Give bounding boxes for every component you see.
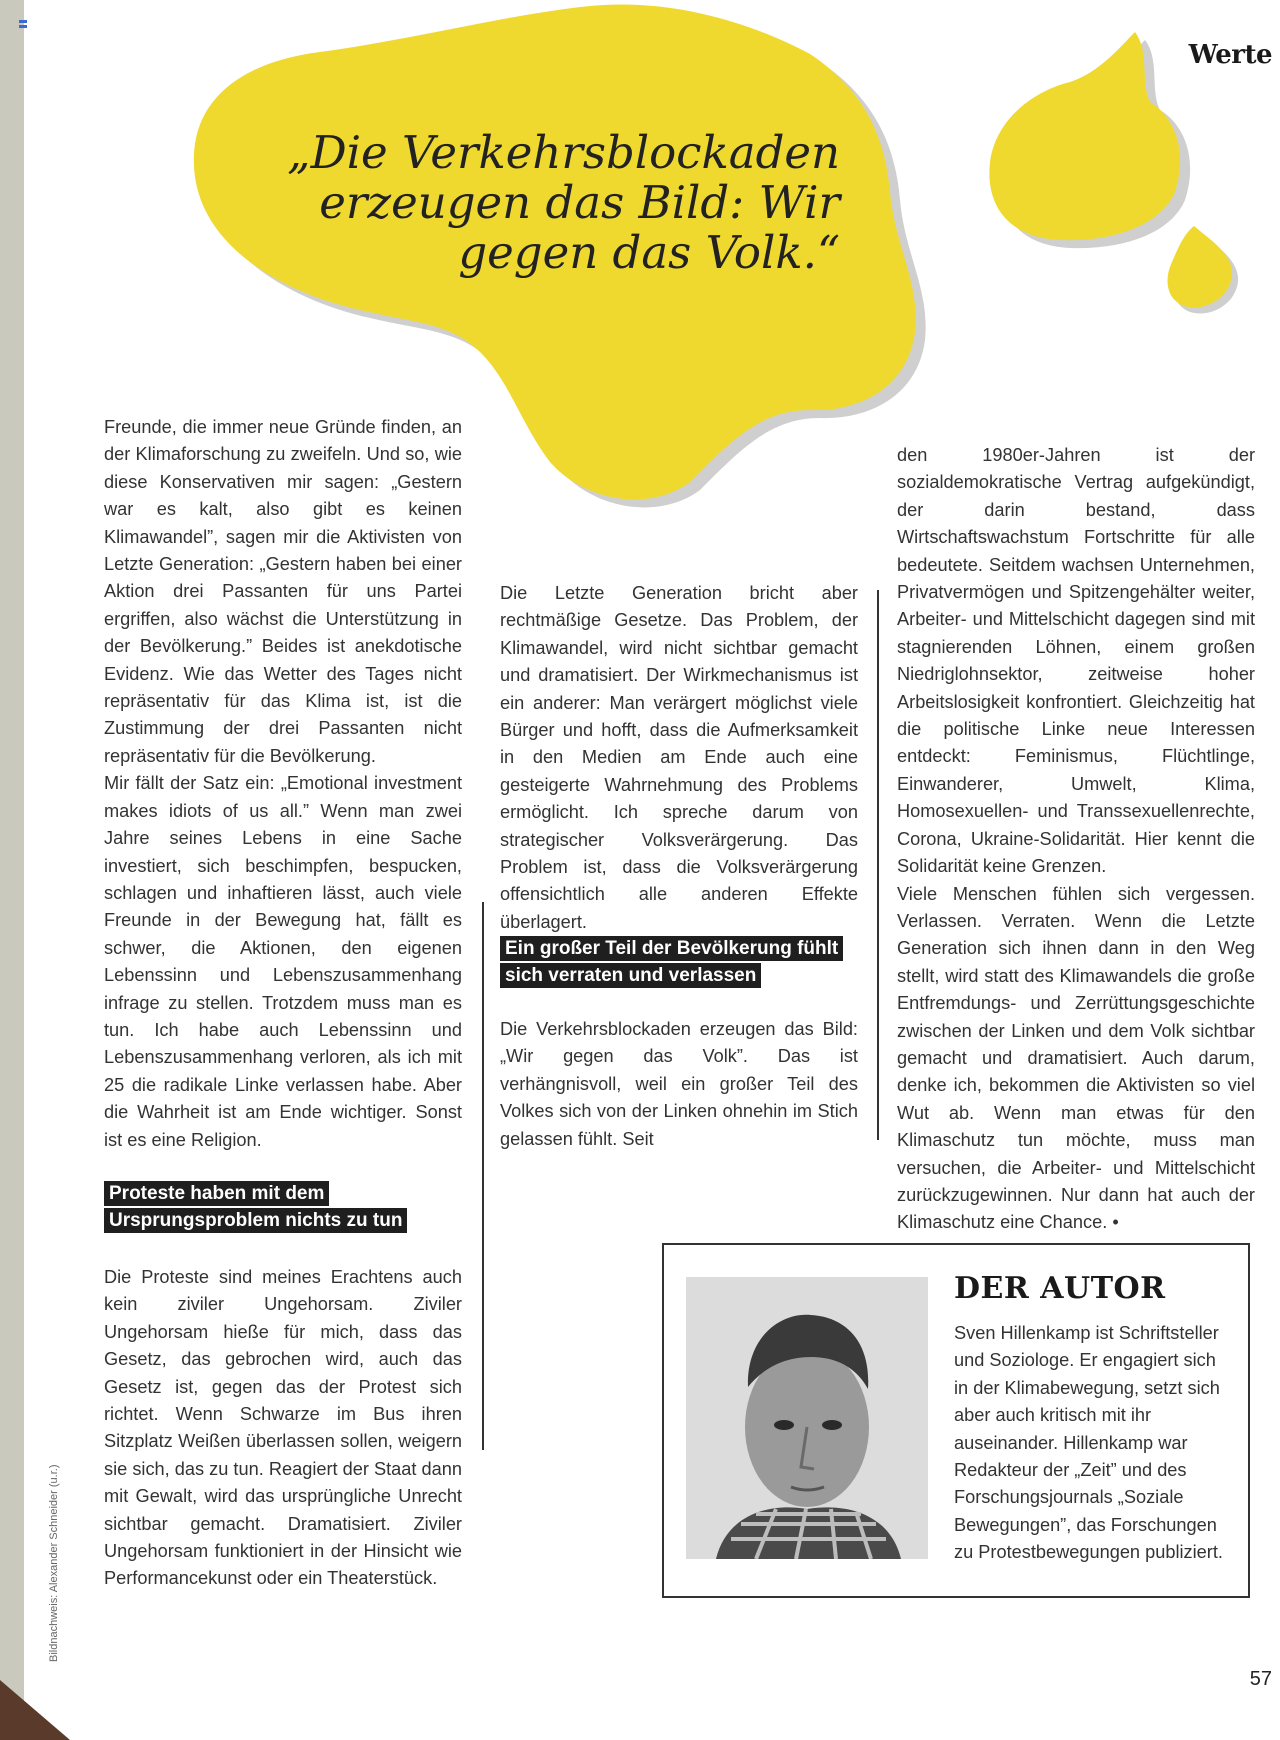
right-column bbox=[897, 442, 1255, 1237]
middle-column-top bbox=[500, 580, 858, 936]
middle-paragraph-1: Die Letzte Generation bricht aber rechtmäßige Gesetze. Das Problem, der Klimawandel, wird nicht sichtbar gemacht und dramatisiert. Der Wirkmechanismus ist ein anderer: Man verärgert möglichst viele Bürger und hofft, dass die Aufmerksamkeit in den Medien am Ende auch eine gesteigerte Wahrnehmung des Problems ermöglicht. Ich spreche darum von strategischer Volksverärgerung. Das Problem ist, dass die Volksverärgerung offensichtlich alle anderen Effekte überlagert. bbox=[500, 583, 858, 932]
left-paragraph-3: Die Proteste sind meines Erachtens auch kein ziviler Ungehorsam. Ziviler Ungehorsam hieße für mich, dass das Gesetz, das gebrochen wird, auch das Gesetz ist, gegen das der Protest sich richtet. Wenn Schwarze im Bus ihren Sitzplatz Weißen überlassen sollen, weigern sie sich, das zu tun. Reagiert der Staat dann mit Gewalt, wird das ursprüngliche Unrecht sichtbar gemacht. Dramatisiert. Ziviler Ungehorsam funktioniert in der Hinsicht wie Performancekunst oder ein Theaterstück. bbox=[104, 1267, 462, 1589]
photo-credit: Bildnachweis: Alexander Schneider (u.r.) bbox=[48, 1464, 60, 1662]
left-subhead-wrap bbox=[104, 1180, 462, 1234]
middle-paragraph-2: Die Verkehrsblockaden erzeugen das Bild: „Wir gegen das Volk”. Das ist verhängnisvoll, weil ein großer Teil des Volkes sich von der Linken ohnehin im Stich gelassen fühlt. Seit bbox=[500, 1019, 858, 1149]
page-number: 57 bbox=[1249, 1668, 1272, 1690]
left-paragraph-1: Freunde, die immer neue Gründe finden, an der Klimaforschung zu zweifeln. Und so, wie diese Konservativen mir sagen: „Gestern war es kalt, also gibt es keinen Klimawandel”, sagen mir die Aktivisten von Letzte Generation: „Gestern haben bei einer Aktion drei Passanten für uns Partei ergriffen, also wächst die Unterstützung in der Bevölkerung.” Beides ist anekdotische Evidenz. Wie das Wetter des Tages nicht repräsentativ für das Klima ist, ist die Zustimmung der drei Passanten nicht repräsentativ für die Bevölkerung. bbox=[104, 417, 462, 766]
middle-column-bottom bbox=[500, 1016, 858, 1153]
author-bio: Sven Hillenkamp ist Schriftsteller und Soziologe. Er engagiert sich in der Klimabewegung, setzt sich aber auch kritisch mit ihr auseinander. Hillenkamp war Redakteur der „Zeit” und des Forschungsjournals „Soziale Bewegungen”, das Forschungen zu Protestbewegungen publiziert. bbox=[954, 1323, 1223, 1563]
author-box-title: DER AUTOR bbox=[954, 1271, 1166, 1306]
right-paragraph-1: den 1980er-Jahren ist der sozialdemokratische Vertrag aufgekündigt, der darin bestand, dass Wirtschaftswachstum Fortschritte für alle bedeutete. Seitdem wachsen Unternehmen, Privatvermögen und Spitzengehälter weiter, Arbeiter- und Mittelschicht dagegen sind mit stagnierenden Löhnen, einem großen Niedriglohnsektor, zeitweise hoher Arbeitslosigkeit konfrontiert. Gleichzeitig hat die politische Linke neue Interessen entdeckt: Feminismus, Flüchtlinge, Einwanderer, Umwelt, Klima, Homosexuellen- und Transsexuellenrechte, Corona, Ukraine-Solidarität. Hier kennt die Solidarität keine Grenzen. bbox=[897, 445, 1255, 877]
corner-decoration bbox=[0, 1680, 70, 1740]
left-column-top bbox=[104, 414, 462, 1154]
left-column-bottom bbox=[104, 1264, 462, 1593]
author-photo bbox=[686, 1277, 928, 1559]
author-portrait-illustration bbox=[686, 1277, 928, 1559]
column-divider-right bbox=[877, 590, 879, 1140]
left-subhead: Proteste haben mit dem Ursprungsproblem nichts zu tun bbox=[104, 1181, 407, 1233]
small-blob bbox=[1168, 226, 1233, 307]
left-paragraph-2: Mir fällt der Satz ein: „Emotional investment makes idiots of us all.” Wenn man zwei Jahre seines Lebens in eine Sache investiert, sich beschimpfen, bespucken, schlagen und inhaftieren lässt, auch viele Freunde in der Bewegung hat, fällt es schwer, die Aktionen, den eigenen Lebenssinn und Lebenszusammenhang infrage zu stellen. Trotzdem muss man es tun. Ich habe auch Lebenssinn und Lebenszusammenhang verloren, als ich mit 25 die radikale Linke verlassen habe. Aber die Wahrheit ist am Ende wichtiger. Sonst ist es eine Religion. bbox=[104, 773, 462, 1150]
middle-subhead-wrap bbox=[500, 935, 858, 989]
pull-quote-headline: „Die Verkehrsblockaden erzeugen das Bild: Wir gegen das Volk.“ bbox=[287, 126, 840, 279]
middle-subhead: Ein großer Teil der Bevölkerung fühlt sich verraten und verlassen bbox=[500, 936, 843, 988]
right-paragraph-2: Viele Menschen fühlen sich vergessen. Verlassen. Verraten. Wenn die Letzte Generation sich ihnen dann in den Weg stellt, wird statt des Klimawandels die große Entfremdungs- und Zerrüttungsgeschichte zwischen der Linken und dem Volk sichtbar gemacht und dramatisiert. Auch darum, denke ich, bekommen die Aktivisten so viel Wut ab. Wenn man etwas für den Klimaschutz tun möchte, muss man versuchen, die Arbeiter- und Mittelschicht zurückzugewinnen. Nur dann hat auch der Klimaschutz eine Chance. • bbox=[897, 883, 1255, 1233]
author-box bbox=[662, 1243, 1250, 1598]
section-label: Werte bbox=[1188, 40, 1272, 70]
column-divider-left bbox=[482, 902, 484, 1450]
